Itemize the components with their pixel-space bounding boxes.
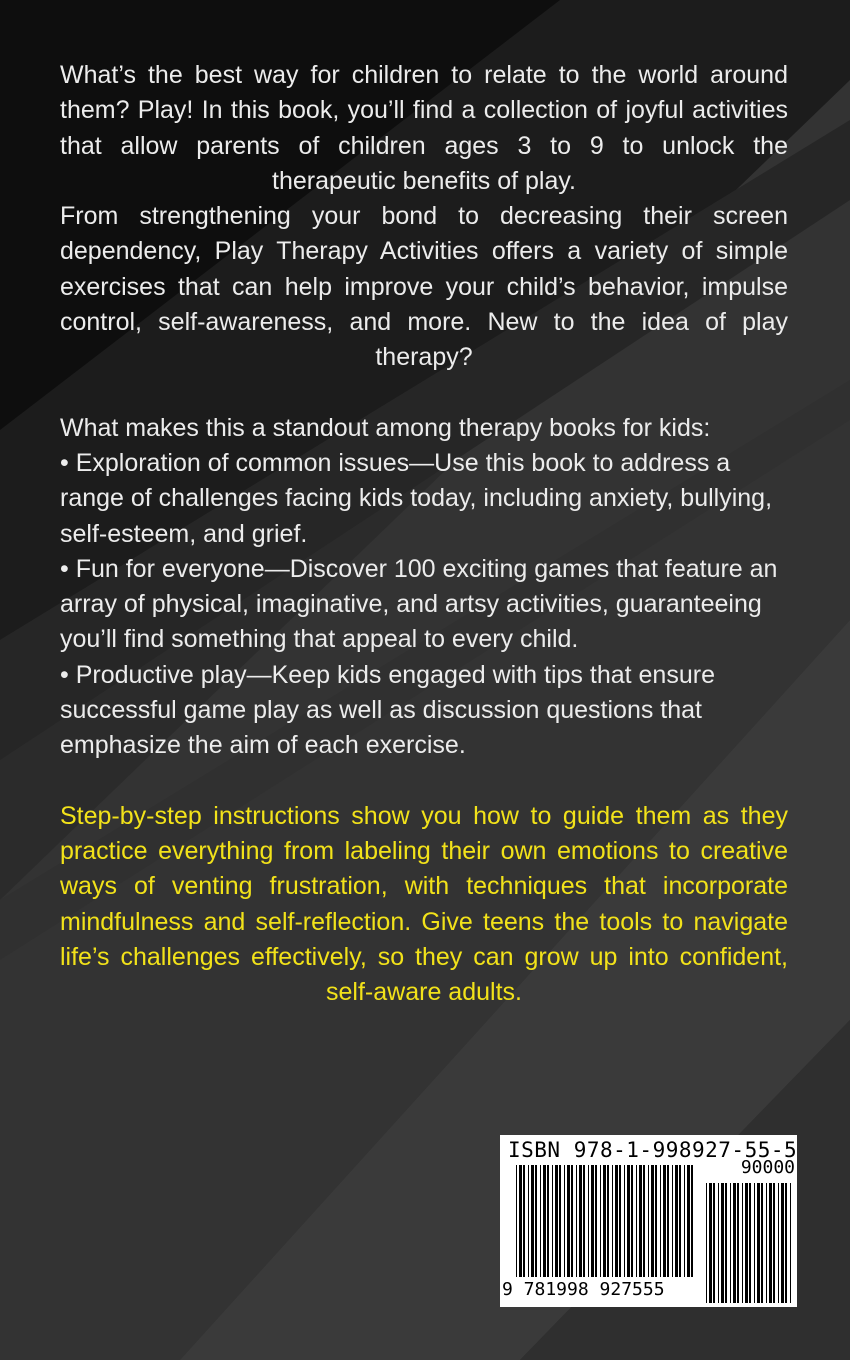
barcode-bar — [769, 1183, 772, 1303]
barcode-bar — [636, 1165, 637, 1277]
barcode-bar — [576, 1165, 577, 1277]
barcode-bar — [684, 1165, 685, 1277]
barcode-bar — [612, 1165, 613, 1277]
barcode-bar — [651, 1165, 654, 1277]
barcode-bar — [757, 1183, 760, 1303]
barcode-bar — [624, 1165, 625, 1277]
barcode-bar — [591, 1165, 594, 1277]
barcode-bar — [555, 1165, 558, 1277]
barcode-bar — [643, 1165, 645, 1277]
isbn-label: ISBN 978-1-998927-55-5 — [508, 1138, 798, 1162]
barcode-bar — [749, 1183, 751, 1303]
barcode-bar — [631, 1165, 633, 1277]
barcode-bar — [639, 1165, 642, 1277]
barcode-bar — [543, 1165, 546, 1277]
feature-item: • Exploration of common issues—Use this book to address a range of challenges facing kids today, including anxiety, bullying, self-esteem, and grief. — [60, 448, 773, 548]
barcode-bar — [718, 1183, 719, 1303]
description-paragraph: From strengthening your bond to decreasing their screen dependency, Play Therapy Activities offers a variety of simple exercises that can help improve your child’s behavior, impulse control, self-awareness, and more. New to the idea of play therapy? — [60, 202, 788, 372]
barcode-bar — [713, 1183, 715, 1303]
barcode-bar — [660, 1165, 661, 1277]
isbn-barcode — [500, 1135, 797, 1307]
barcode-bar — [675, 1165, 678, 1277]
barcode-bar — [523, 1165, 525, 1277]
barcode-bar — [564, 1165, 565, 1277]
barcode-bar — [519, 1165, 522, 1277]
barcode-bar — [742, 1183, 743, 1303]
barcode-bar — [790, 1183, 791, 1303]
barcode-bar — [745, 1183, 748, 1303]
barcode-bar — [721, 1183, 724, 1303]
barcode-bar — [679, 1165, 681, 1277]
barcode-bar — [603, 1165, 606, 1277]
barcode-digits: 9 781998 927555 — [502, 1279, 665, 1300]
barcode-bar — [535, 1165, 537, 1277]
barcode-bar — [627, 1165, 630, 1277]
highlight-paragraph: Step-by-step instructions show you how to guide them as they practice everything from labeling their own emotions to creative ways of venting frustration, with techniques that incorporate mindfulness and self-reflection. Give teens the tools to navigate life’s challenges effectively, so they can grow up into confident, self-aware adults. — [60, 801, 788, 1007]
barcode-bar — [567, 1165, 570, 1277]
feature-item: • Fun for everyone—Discover 100 exciting games that feature an array of physical, imaginative, and artsy activities, guaranteeing you’ll find something that appeal to every child. — [60, 554, 778, 654]
barcode-bar — [737, 1183, 739, 1303]
barcode-bar — [648, 1165, 649, 1277]
feature-item: • Productive play—Keep kids engaged with tips that ensure successful game play as well as discussion questions that emphasize the aim of each exercise. — [60, 660, 715, 760]
barcode-bar — [781, 1183, 784, 1303]
barcode-bar — [706, 1183, 707, 1303]
barcode-bar — [733, 1183, 736, 1303]
barcode-bar — [655, 1165, 657, 1277]
barcode-bar — [600, 1165, 601, 1277]
barcode-bar — [579, 1165, 582, 1277]
barcode-bar — [691, 1165, 693, 1277]
barcode-bar — [588, 1165, 589, 1277]
barcode-bar — [607, 1165, 609, 1277]
barcode-bar — [552, 1165, 553, 1277]
barcode-bar — [540, 1165, 541, 1277]
barcode-bar — [730, 1183, 731, 1303]
barcode-bar — [672, 1165, 673, 1277]
barcode-bar — [725, 1183, 727, 1303]
back-cover-text — [60, 58, 788, 1010]
barcode-bar — [663, 1165, 666, 1277]
barcode-bar — [583, 1165, 585, 1277]
barcode-bar — [571, 1165, 573, 1277]
barcode-bar — [754, 1183, 755, 1303]
barcode-bar — [619, 1165, 621, 1277]
features-heading: What makes this a standout among therapy books for kids: — [60, 413, 711, 442]
barcode-bar — [595, 1165, 597, 1277]
intro-paragraph: What’s the best way for children to relate to the world around them? Play! In this book, you’ll find a collection of joyful activities that allow parents of children ages 3 to 9 to unlock the therapeutic benefits of play. — [60, 61, 788, 195]
barcode-bar — [785, 1183, 787, 1303]
barcode-bar — [687, 1165, 690, 1277]
barcode-bar — [778, 1183, 779, 1303]
barcode-bar — [709, 1183, 712, 1303]
barcode-bar — [528, 1165, 529, 1277]
barcode-bar — [766, 1183, 767, 1303]
barcode-bar — [531, 1165, 534, 1277]
price-addon-code: 90000 — [740, 1157, 795, 1178]
barcode-bar — [516, 1165, 517, 1277]
barcode-bar — [547, 1165, 549, 1277]
barcode-bar — [773, 1183, 775, 1303]
barcode-bar — [615, 1165, 618, 1277]
barcode-bar — [761, 1183, 763, 1303]
barcode-bar — [667, 1165, 669, 1277]
barcode-bar — [559, 1165, 561, 1277]
